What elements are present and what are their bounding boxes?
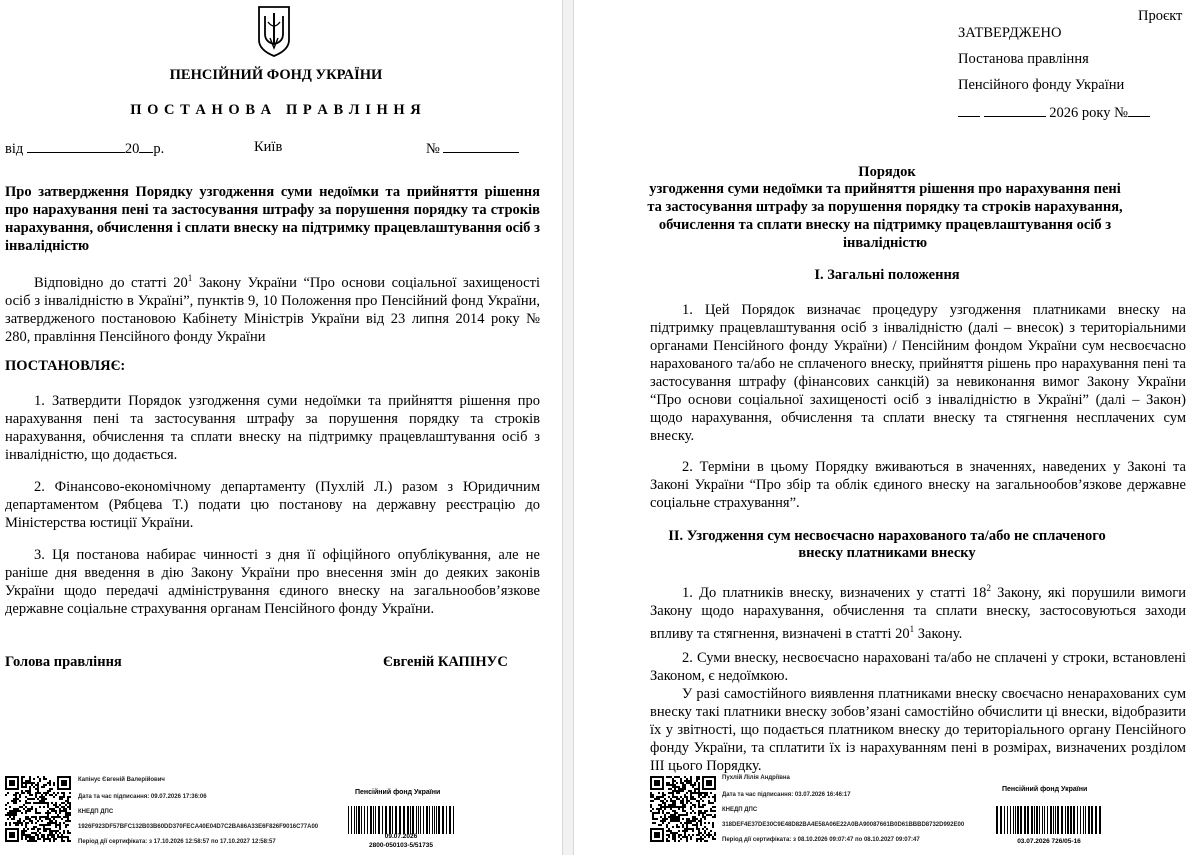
barcode-icon <box>994 806 1104 834</box>
reg-date: 09.07.2026 <box>384 833 418 840</box>
section-1-paragraph-2: 2. Терміни в цьому Порядку вживаються в значеннях, наведених у Законі та Законі України “Про збір та облік єдиного внеску на загальнообов’язкове державне соціальне страхування”. <box>650 459 1186 511</box>
date-line: від 20 р. <box>5 138 164 158</box>
doc-type: П О С Т А Н О В А П Р А В Л І Н Н Я <box>130 102 422 118</box>
signature-signer: Пухлій Лілія Андріївна <box>722 775 790 781</box>
subject-title: Про затвердження Порядку узгодження суми недоїмки та прийняття рішення про нарахування пені та застосування штрафу за порушення порядку та строків нарахування, обчислення і сплати внеску на підтримку працевлаштування осіб з інвалідністю <box>5 184 540 254</box>
intro-paragraph: Відповідно до статті $20^1$ Закону України “Про основи соціальної захищеності осіб з інвалідністю в Україні”, пунктів 9, 10 Положення про Пенсійний фонд України, затвердженого постановою Кабінету Міністрів України від 23 липня 2014 року № 280, правління Пенсійного фонду України <box>5 273 540 345</box>
signature-signer: Капінус Євгеній Валерійович <box>78 777 165 783</box>
left-page <box>0 0 562 855</box>
section-1-heading: I. Загальні положення <box>814 267 960 283</box>
procedure-title: Порядок <box>858 164 916 180</box>
signer-name: Євгеній КАПІНУС <box>383 654 508 670</box>
procedure-subtitle: узгодження суми недоїмки та прийняття рішення про нарахування пені та застосування штрафу за порушення порядку та строків нарахування, обчислення та сплати внеску на підтримку працевлаштування осіб з інвалідністю <box>647 181 1123 251</box>
barcode-icon <box>346 806 456 834</box>
signature-cert-period: Період дії сертифіката: з 17.10.2026 12:58:57 по 17.10.2027 12:58:57 <box>78 839 276 845</box>
city: Київ <box>254 139 283 155</box>
qr-code-icon <box>650 776 716 842</box>
signature-kep: КНЕДП ДПС <box>722 807 758 813</box>
right-page <box>574 0 1200 855</box>
page-gutter <box>562 0 574 855</box>
decree-item-3: 3. Ця постанова набирає чинності з дня її офіційного опублікування, але не раніше дня введення в дію Закону України про внесення змін до деяких законів України щодо передачі адміністрування єдиного внеску на загальнообов’язкове державне соціальне страхування органам Пенсійного фонду України. <box>5 547 540 617</box>
approved-line-2: Постанова правління <box>958 51 1089 67</box>
signature-cert: 318DEF4E37DE30C9E48D82BA4E58A06E22A0BA90087661B0D61BBBD8732D992E00 <box>722 822 965 828</box>
section-1-paragraph-1: 1. Цей Порядок визначає процедуру узгодження платниками внеску на підтримку працевлаштування осіб з інвалідністю (далі – внесок) з територіальними органами Пенсійного фонду України) / Пенсійним фондом України сум несвоєчасно нарахованого та/або не сплаченого внеску, прийняття рішень про нарахування пені та застосування штрафу (фінансових санкцій) за невиконання вимог Закону України “Про основи соціальної захищеності осіб з інвалідністю в Україні” (далі – Закон) щодо нарахування, обчислення та сплати внеску та стягнення несплачених сум внеску. <box>650 302 1186 444</box>
signature-cert: 1926F923DF57BFC132B03B60DD370FECA40E04D7C2BA86A33E6F826F9016C77A00 <box>78 824 319 830</box>
trident-emblem-icon <box>256 4 292 58</box>
decree-item-1: 1. Затвердити Порядок узгодження суми недоїмки та прийняття рішення про нарахування пені та застосування штрафу за порушення порядку та строків нарахування, обчислення та сплати внеску на підтримку працевлаштування осіб з інвалідністю, що додається. <box>5 393 540 463</box>
stamp-org: Пенсійний фонд України <box>1002 786 1088 793</box>
section-2-paragraph-2: 2. Суми внеску, несвоєчасно нараховані та/або не сплачені у строки, встановлені Законом, є недоїмкою. <box>650 650 1186 684</box>
signature-date: Дата та час підписання: 09.07.2026 17:36:06 <box>78 794 207 800</box>
approved-label: ЗАТВЕРДЖЕНО <box>958 25 1062 41</box>
approved-date-line: 2026 року № <box>958 102 1150 122</box>
reg-number: 2800-050103-5/51735 <box>369 842 433 849</box>
signature-kep: КНЕДП ДПС <box>78 809 114 815</box>
approved-line-3: Пенсійного фонду України <box>958 77 1125 93</box>
resolves-heading: ПОСТАНОВЛЯЄ: <box>5 358 126 374</box>
signer-position: Голова правління <box>5 654 122 670</box>
reg-date: 03.07.2026 726/05-16 <box>1017 838 1081 845</box>
section-2-heading-line-1: II. Узгодження сум несвоєчасно нарахованого та/або не сплаченого <box>668 528 1106 544</box>
signature-date: Дата та час підписання: 03.07.2026 16:46:17 <box>722 792 851 798</box>
section-2-paragraph-3: У разі самостійного виявлення платниками внеску своєчасно ненарахованих сум внеску такі платники внеску зобов’язані самостійно обчислити ці внески, відобразити їх у звітності, що подається платником внеску до територіального органу Пенсійного фонду України, та сплатити їх із нарахуванням пені в розмірах, визначених розділом ІІІ цього Порядку. <box>650 686 1186 774</box>
section-2-heading-line-2: внеску платниками внеску <box>798 545 976 561</box>
section-2-paragraph-1: 1. До платників внеску, визначених у статті $18^2$ Закону, які порушили вимоги Закону щодо нарахування, обчислення та сплати внеску, застосовуються заходи впливу та стягнення, визначені в статті $20^1$ Закону. <box>650 583 1186 642</box>
stamp-org: Пенсійний фонд України <box>355 789 441 796</box>
qr-code-icon <box>5 776 71 842</box>
number-line: № <box>426 138 519 158</box>
decree-item-2: 2. Фінансово-економічному департаменту (Пухлій Л.) разом з Юридичним департаментом (Рябцева Т.) подати цю постанову на державну реєстрацію до Міністерства юстиції України. <box>5 479 540 531</box>
org-name: ПЕНСІЙНИЙ ФОНД УКРАЇНИ <box>169 67 383 83</box>
draft-mark: Проєкт <box>1138 8 1183 24</box>
signature-cert-period: Період дії сертифіката: з 08.10.2026 09:07:47 по 08.10.2027 09:07:47 <box>722 837 920 843</box>
